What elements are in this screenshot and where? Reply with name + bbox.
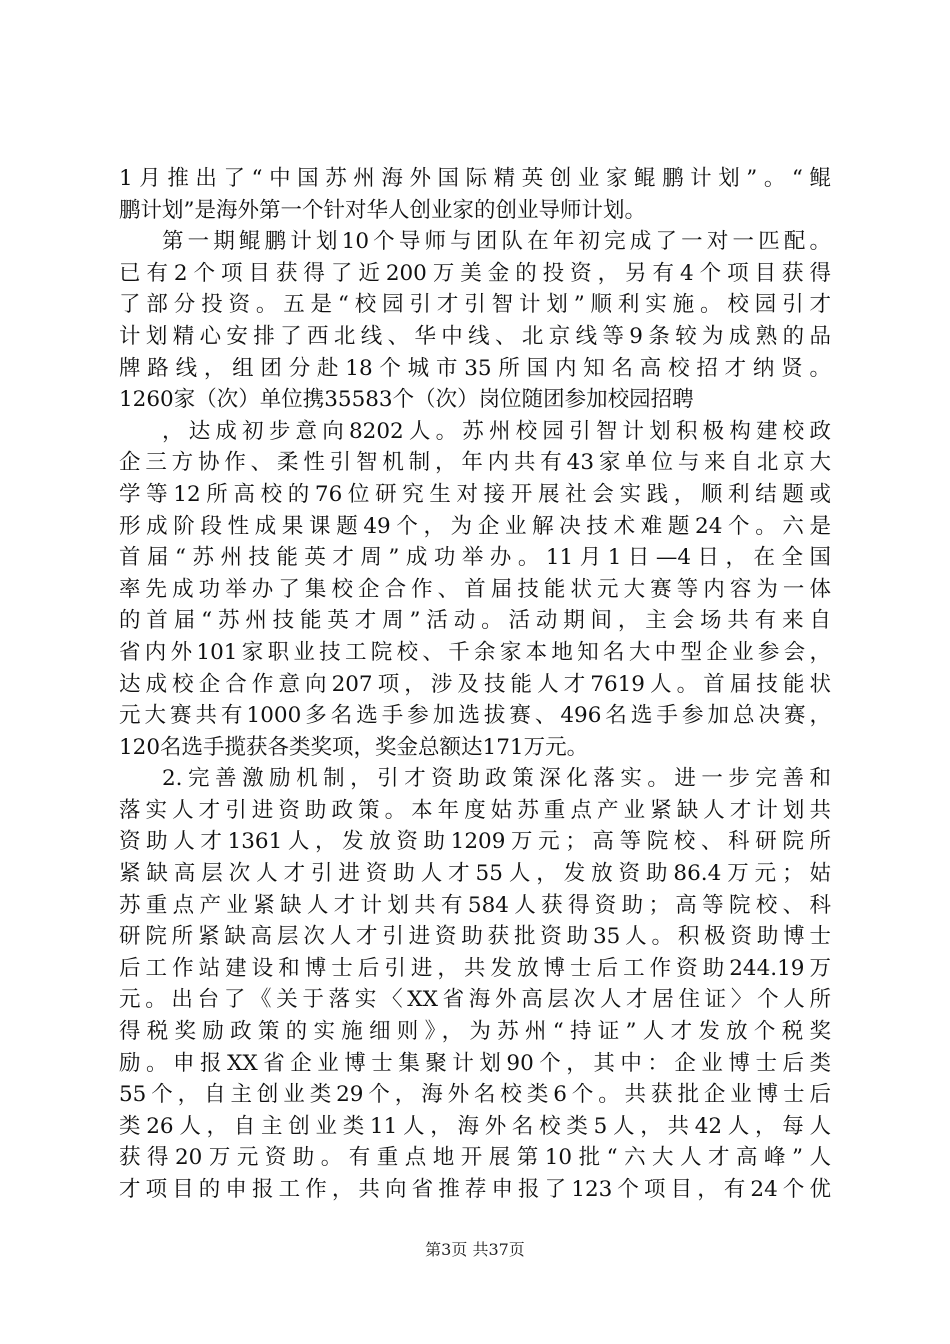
page-footer: 第3页 共37页	[425, 1240, 525, 1259]
text-line: 已有2个项目获得了近200万美金的投资，另有4个项目获得	[119, 260, 831, 286]
text-line: 率先成功举办了集校企合作、首届技能状元大赛等内容为一体	[119, 576, 831, 602]
text-line: 获得20万元资助。有重点地开展第10批“六大人才高峰”人	[119, 1145, 831, 1171]
text-line: 类26人，自主创业类11人，海外名校类5人，共42人，每人	[119, 1113, 831, 1139]
text-line: 55个，自主创业类29个，海外名校类6个。共获批企业博士后	[119, 1082, 831, 1108]
text-line: 苏重点产业紧缺人才计划共有584人获得资助；高等院校、科	[119, 892, 831, 918]
text-line: 得税奖励政策的实施细则》，为苏州“持证”人才发放个税奖	[119, 1019, 831, 1045]
text-line: 资助人才1361人，发放资助1209万元；高等院校、科研院所	[119, 829, 831, 855]
text-line: 的首届“苏州技能英才周”活动。活动期间，主会场共有来自	[119, 608, 831, 634]
text-line: 企三方协作、柔性引智机制，年内共有43家单位与来自北京大	[119, 450, 831, 476]
text-line: 元。出台了《关于落实〈XX省海外高层次人才居住证〉个人所	[119, 987, 831, 1013]
text-line: 后工作站建设和博士后引进，共发放博士后工作资助244.19万	[119, 955, 831, 981]
text-line: 紧缺高层次人才引进资助人才55人，发放资助86.4万元；姑	[119, 861, 831, 887]
text-line: 牌路线，组团分赴18个城市35所国内知名高校招才纳贤。	[119, 355, 831, 381]
text-line: 形成阶段性成果课题49个，为企业解决技术难题24个。六是	[119, 513, 831, 539]
text-line: 首届“苏州技能英才周”成功举办。11月1日—4日，在全国	[119, 545, 831, 571]
text-line: 研院所紧缺高层次人才引进资助获批资助35人。积极资助博士	[119, 924, 831, 950]
text-line: 了部分投资。五是“校园引才引智计划”顺利实施。校园引才	[119, 292, 831, 318]
text-line: 学等12所高校的76位研究生对接开展社会实践，顺利结题或	[119, 481, 831, 507]
text-line: 第一期鲲鹏计划10个导师与团队在年初完成了一对一匹配。	[162, 229, 831, 255]
text-line: 鹏计划”是海外第一个针对华人创业家的创业导师计划。	[119, 197, 646, 223]
text-line: 1260家（次）单位携35583个（次）岗位随团参加校园招聘	[119, 387, 694, 413]
text-line: 落实人才引进资助政策。本年度姑苏重点产业紧缺人才计划共	[119, 797, 831, 823]
text-line: 1月推出了“中国苏州海外国际精英创业家鲲鹏计划”。“鲲	[119, 166, 831, 191]
text-line: ，达成初步意向8202人。苏州校园引智计划积极构建校政	[162, 418, 831, 444]
text-line: 励。申报XX省企业博士集聚计划90个，其中：企业博士后类	[119, 1050, 831, 1076]
text-line: 元大赛共有1000多名选手参加选拔赛、496名选手参加总决赛，	[119, 703, 831, 729]
text-line: 达成校企合作意向207项，涉及技能人才7619人。首届技能状	[119, 671, 831, 697]
text-line: 2.完善激励机制，引才资助政策深化落实。进一步完善和	[162, 766, 831, 792]
text-line: 120名选手揽获各类奖项，奖金总额达171万元。	[119, 734, 589, 760]
text-line: 计划精心安排了西北线、华中线、北京线等9条较为成熟的品	[119, 323, 831, 349]
document-body	[119, 163, 831, 1206]
text-line: 才项目的申报工作，共向省推荐申报了123个项目，有24个优	[119, 1177, 831, 1202]
text-line: 省内外101家职业技工院校、千余家本地知名大中型企业参会，	[119, 639, 831, 665]
